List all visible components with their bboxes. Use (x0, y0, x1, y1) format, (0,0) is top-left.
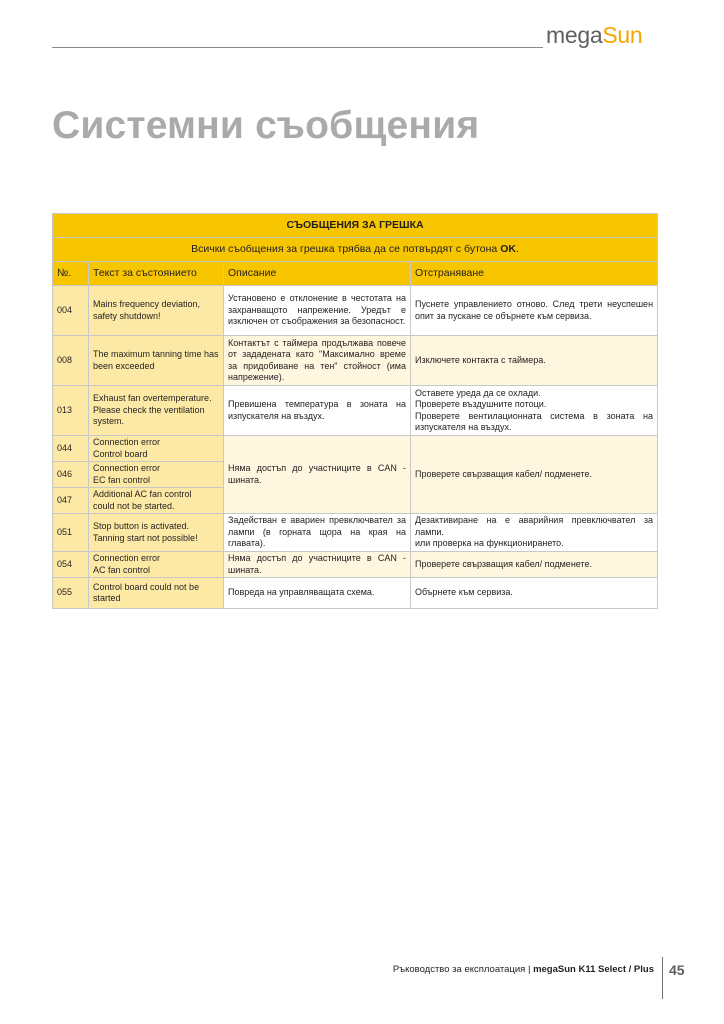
error-code: 004 (53, 286, 89, 336)
column-header-remedy: Отстраняване (411, 262, 658, 286)
column-header-number: №. (53, 262, 89, 286)
error-code: 044 (53, 436, 89, 462)
state-text: Additional AC fan control could not be started. (89, 488, 224, 514)
page-title: Системни съобщения (52, 104, 480, 147)
error-messages-table (52, 213, 658, 609)
remedy: Проверете свързващия кабел/ подменете. (411, 436, 658, 514)
description: Няма достъп до участниците в CAN - шината. (224, 552, 411, 578)
state-text: Connection error AC fan control (89, 552, 224, 578)
table-row (53, 286, 658, 336)
description: Контактът с таймера продължава повече от зададената като "Максимално време за придобиване на тен" стойност (има напрежение). (224, 336, 411, 386)
column-header-state: Текст за състоянието (89, 262, 224, 286)
table-row (53, 336, 658, 386)
table-row (53, 552, 658, 578)
header-rule (52, 47, 543, 48)
state-text: Mains frequency deviation, safety shutdown! (89, 286, 224, 336)
table-subtitle: Всички съобщения за грешка трябва да се потвърдят с бутона OK. (53, 238, 658, 262)
table-title: СЪОБЩЕНИЯ ЗА ГРЕШКА (53, 214, 658, 238)
error-code: 047 (53, 488, 89, 514)
table-row (53, 386, 658, 436)
table-row (53, 436, 658, 462)
description: Няма достъп до участниците в CAN - шината. (224, 436, 411, 514)
remedy: Изключете контакта с таймера. (411, 336, 658, 386)
table-row (53, 514, 658, 552)
footer-divider (662, 957, 663, 999)
state-text: Connection error Control board (89, 436, 224, 462)
description: Повреда на управляващата схема. (224, 578, 411, 609)
error-code: 008 (53, 336, 89, 386)
remedy: Дезактивиране на е аварийния превключвател за лампи. или проверка на функционирането. (411, 514, 658, 552)
state-text: Connection error EC fan control (89, 462, 224, 488)
remedy: Оставете уреда да се охлади. Проверете въздушните потоци. Проверете вентилационната система в зоната на изпускателя на въздух. (411, 386, 658, 436)
state-text: Stop button is activated. Tanning start not possible! (89, 514, 224, 552)
error-code: 013 (53, 386, 89, 436)
state-text: Exhaust fan overtemperature. Please check the ventilation system. (89, 386, 224, 436)
column-header-description: Описание (224, 262, 411, 286)
remedy: Обърнете към сервиза. (411, 578, 658, 609)
error-code: 055 (53, 578, 89, 609)
description: Превишена температура в зоната на изпускателя на въздух. (224, 386, 411, 436)
remedy: Пуснете управлението отново. След трети неуспешен опит за пускане се обърнете към сервиза. (411, 286, 658, 336)
remedy: Проверете свързващия кабел/ подменете. (411, 552, 658, 578)
page-number: 45 (669, 962, 685, 978)
state-text: Control board could not be started (89, 578, 224, 609)
table-row (53, 578, 658, 609)
description: Задействан е авариен превключвател за лампи (в горната щора на края на главата). (224, 514, 411, 552)
state-text: The maximum tanning time has been exceeded (89, 336, 224, 386)
megasun-logo: megaSun (546, 22, 643, 48)
error-code: 054 (53, 552, 89, 578)
description: Установено е отклонение в честотата на захранващото напрежение. Уредът е изключен от съображения за безопасност. (224, 286, 411, 336)
error-code: 051 (53, 514, 89, 552)
footer: Ръководство за експлоатация | megaSun K11 Select / Plus (392, 964, 654, 975)
error-code: 046 (53, 462, 89, 488)
